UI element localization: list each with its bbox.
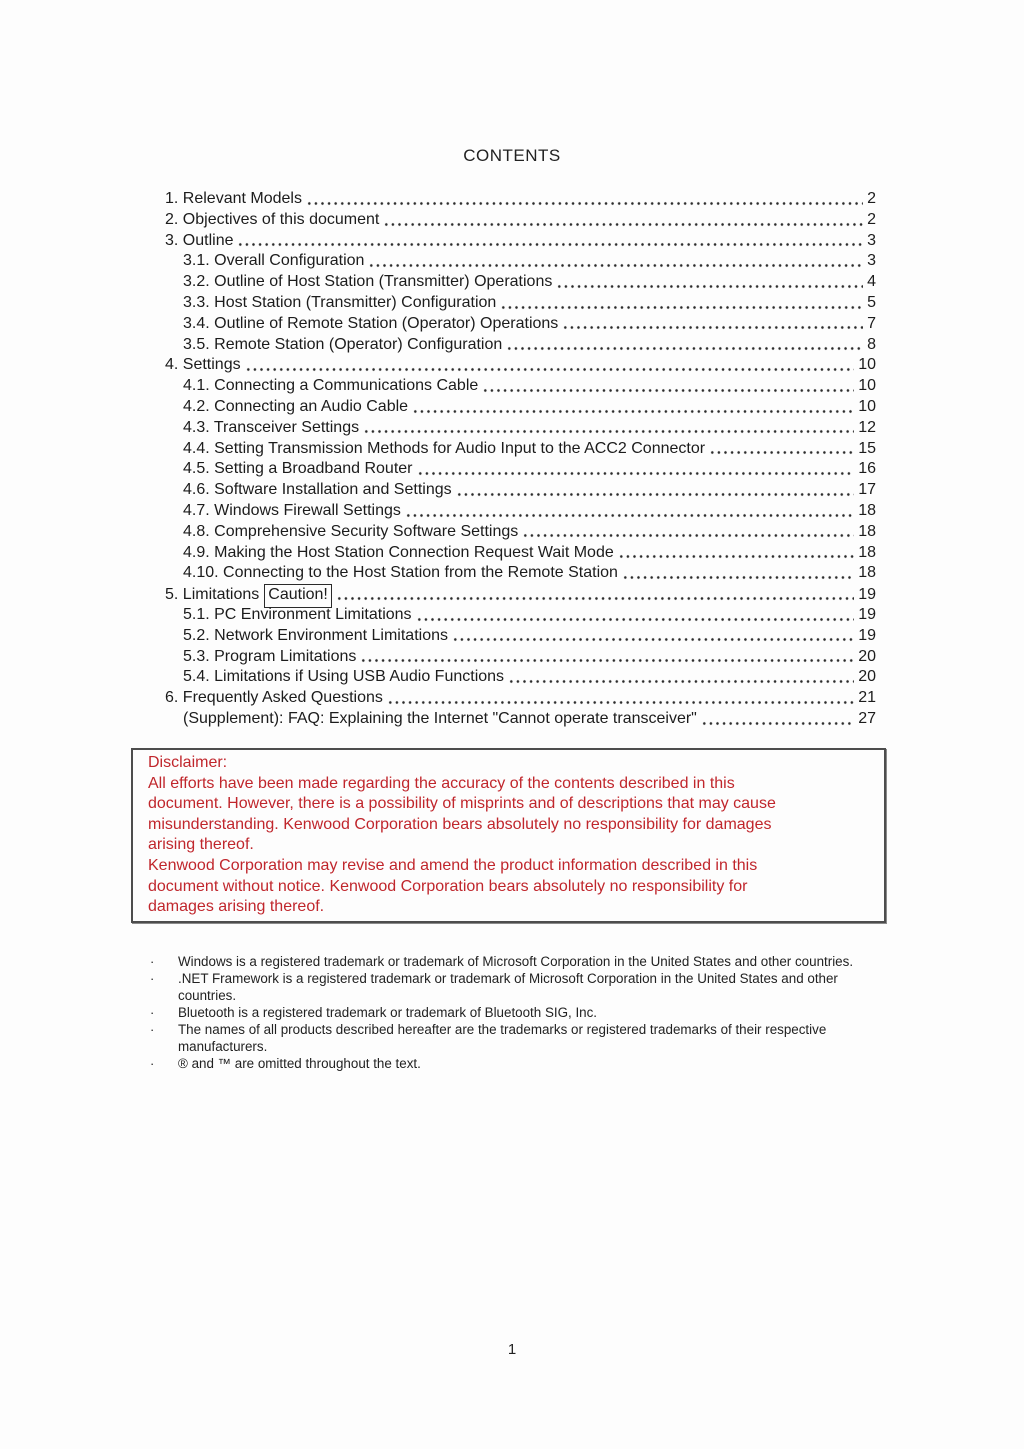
toc-entry-page: 7 (867, 314, 876, 332)
dot-leader (368, 251, 863, 272)
toc-entry-label: (Supplement): FAQ: Explaining the Internet "Cannot operate transceiver" (183, 709, 697, 727)
toc-entry-label: 6. Frequently Asked Questions (165, 689, 383, 707)
toc-entry-page: 3 (867, 252, 876, 270)
toc-entry-label: 1. Relevant Models (165, 190, 302, 207)
toc-entry-page: 10 (858, 356, 876, 374)
toc-entry-page: 3 (867, 231, 876, 249)
toc-entry-page: 20 (858, 668, 876, 686)
dot-leader (363, 418, 854, 439)
toc-entry-page: 4 (867, 273, 876, 291)
disclaimer-line: Disclaimer: (148, 754, 228, 771)
dot-leader (412, 397, 854, 418)
toc-entry-page: 10 (858, 397, 876, 415)
toc-entry-label: 5. Limitations (165, 586, 260, 604)
toc-entry-label: 4.3. Transceiver Settings (183, 418, 360, 436)
disclaimer-line: document. However, there is a possibility of misprints and of descriptions that may cause (148, 795, 776, 813)
toc-entry (165, 293, 876, 314)
toc-entry (165, 626, 876, 647)
trademark-item-text: .NET Framework is a registered trademark or trademark of Microsoft Corporation in the United States and other countries. (178, 971, 838, 1003)
dot-leader (508, 667, 854, 688)
trademark-item (150, 1055, 884, 1072)
trademark-item-text: Windows is a registered trademark or trademark of Microsoft Corporation in the United States and other countries. (178, 954, 854, 969)
toc-entry-label: 3.2. Outline of Host Station (Transmitter) Operations (183, 273, 553, 291)
disclaimer-line: misunderstanding. Kenwood Corporation bears absolutely no responsibility for damages (148, 815, 772, 833)
trademark-item-text: ® and ™ are omitted throughout the text. (178, 1056, 421, 1071)
toc-entry (165, 418, 876, 439)
toc-entry-page: 19 (858, 626, 876, 644)
toc-entry-label: 4.6. Software Installation and Settings (183, 481, 452, 499)
toc-entry-label: 4.9. Making the Host Station Connection Request Wait Mode (183, 543, 614, 561)
toc-entry (165, 231, 876, 252)
toc-entry (165, 667, 876, 688)
toc-entry (165, 688, 876, 709)
toc-entry (165, 563, 876, 584)
toc-entry-label: 4.1. Connecting a Communications Cable (183, 377, 479, 395)
toc-entry-page: 2 (867, 210, 876, 228)
bullet-icon: · (150, 1056, 155, 1071)
toc-entry-label: 4.10. Connecting to the Host Station from the Remote Station (183, 564, 618, 582)
dot-leader (622, 563, 854, 584)
toc-entry (165, 605, 876, 626)
toc-entry-page: 27 (858, 709, 876, 727)
disclaimer-line: arising thereof. (148, 836, 254, 854)
dot-leader (709, 439, 854, 460)
caution-badge: Caution! (264, 584, 332, 608)
toc-entry (165, 335, 876, 356)
toc-entry-page: 2 (867, 190, 876, 207)
toc (165, 189, 876, 730)
dot-leader (701, 709, 854, 730)
toc-entry (165, 501, 876, 522)
toc-entry (165, 709, 876, 730)
toc-entry-page: 8 (867, 335, 876, 353)
dot-leader (456, 480, 855, 501)
toc-entry (165, 584, 876, 605)
toc-entry (165, 397, 876, 418)
toc-entry-label: 4. Settings (165, 356, 241, 374)
disclaimer-line: Kenwood Corporation may revise and amend the product information described in this (148, 856, 758, 874)
dot-leader (506, 335, 863, 356)
dot-leader (383, 210, 863, 231)
bullet-icon: · (150, 1005, 155, 1020)
disclaimer-box (131, 748, 886, 923)
toc-entry (165, 439, 876, 460)
toc-entry-label: 4.5. Setting a Broadband Router (183, 460, 413, 478)
trademark-item-text: The names of all products described hereafter are the trademarks or registered trademarks of their respective manufacturers. (178, 1022, 827, 1054)
toc-entry (165, 210, 876, 231)
toc-entry (165, 459, 876, 480)
toc-entry-label: 4.2. Connecting an Audio Cable (183, 397, 409, 415)
dot-leader (618, 543, 854, 564)
toc-entry-label: 3.4. Outline of Remote Station (Operator) Operations (183, 314, 559, 332)
toc-entry-page: 10 (858, 377, 876, 395)
trademark-item-text: Bluetooth is a registered trademark or trademark of Bluetooth SIG, Inc. (178, 1005, 598, 1020)
dot-leader (482, 376, 854, 397)
toc-entry-label: 3.1. Overall Configuration (183, 252, 365, 270)
dot-leader (500, 293, 863, 314)
toc-entry-label: 4.7. Windows Firewall Settings (183, 501, 401, 519)
trademark-item (150, 970, 884, 1004)
page-title: CONTENTS (463, 146, 561, 165)
dot-leader (360, 647, 854, 668)
bullet-icon: · (150, 1022, 155, 1037)
dot-leader (387, 688, 854, 709)
toc-entry-page: 12 (858, 418, 876, 436)
dot-leader (405, 501, 854, 522)
toc-entry-page: 15 (858, 439, 876, 457)
toc-entry-label: 3.3. Host Station (Transmitter) Configuration (183, 293, 497, 311)
trademark-item (150, 953, 884, 970)
disclaimer-line: document without notice. Kenwood Corporation bears absolutely no responsibility for (148, 877, 748, 895)
toc-entry (165, 376, 876, 397)
toc-entry-page: 18 (858, 543, 876, 561)
toc-entry-label: 3. Outline (165, 231, 234, 249)
toc-entry-page: 20 (858, 647, 876, 665)
toc-entry (165, 647, 876, 668)
dot-leader (336, 584, 854, 605)
toc-entry (165, 272, 876, 293)
bullet-icon: · (150, 954, 155, 969)
toc-entry (165, 314, 876, 335)
bullet-icon: · (150, 971, 155, 986)
toc-entry-label: 2. Objectives of this document (165, 210, 380, 228)
disclaimer-line: All efforts have been made regarding the accuracy of the contents described in this (148, 774, 735, 792)
trademark-item (150, 1021, 884, 1055)
toc-entry-page: 18 (858, 522, 876, 540)
trademark-item (150, 1004, 884, 1021)
toc-entry-page: 18 (858, 501, 876, 519)
toc-entry-page: 18 (858, 564, 876, 582)
toc-entry (165, 189, 876, 210)
trademark-notes (150, 953, 884, 1072)
dot-leader (306, 189, 863, 210)
toc-entry-page: 17 (858, 481, 876, 499)
toc-entry-label: 4.8. Comprehensive Security Software Settings (183, 522, 519, 540)
toc-entry-label: 4.4. Setting Transmission Methods for Audio Input to the ACC2 Connector (183, 439, 706, 457)
toc-entry-label: 5.3. Program Limitations (183, 647, 357, 665)
toc-entry-page: 16 (858, 460, 876, 478)
toc-entry-label: 3.5. Remote Station (Operator) Configuration (183, 335, 503, 353)
dot-leader (562, 314, 863, 335)
dot-leader (416, 605, 855, 626)
toc-entry-label: 5.2. Network Environment Limitations (183, 626, 448, 644)
toc-entry (165, 480, 876, 501)
dot-leader (245, 355, 855, 376)
dot-leader (417, 459, 855, 480)
dot-leader (522, 522, 854, 543)
dot-leader (237, 231, 863, 252)
disclaimer-line: damages arising thereof. (148, 898, 325, 916)
toc-entry (165, 251, 876, 272)
toc-entry-page: 19 (858, 586, 876, 604)
toc-entry-page: 5 (867, 293, 876, 311)
toc-entry-label: 5.1. PC Environment Limitations (183, 605, 412, 623)
dot-leader (452, 626, 854, 647)
toc-entry-page: 19 (858, 605, 876, 623)
toc-entry (165, 355, 876, 376)
page-number: 1 (507, 1341, 517, 1358)
toc-entry-page: 21 (858, 689, 876, 707)
toc-entry-label: 5.4. Limitations if Using USB Audio Functions (183, 668, 505, 686)
toc-entry (165, 522, 876, 543)
dot-leader (556, 272, 863, 293)
toc-entry (165, 543, 876, 564)
